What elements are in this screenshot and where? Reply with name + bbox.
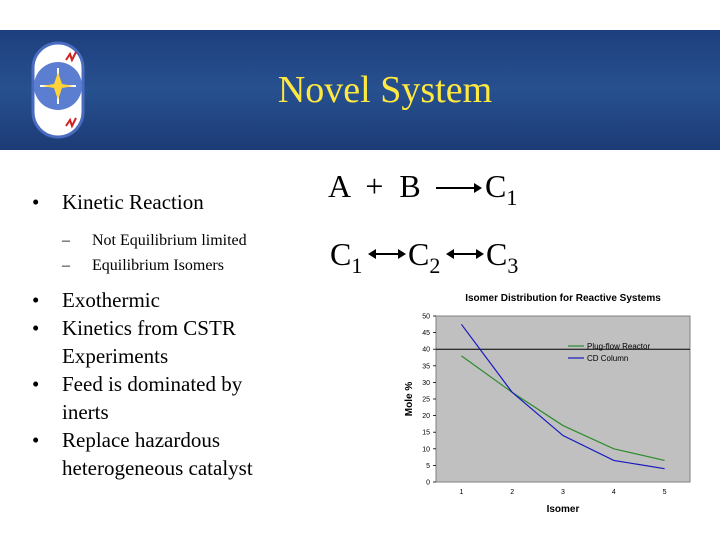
bullet-kinetic-reaction: • Kinetic Reaction xyxy=(32,188,302,216)
double-arrow-icon xyxy=(368,248,406,260)
equation-isomer-2 xyxy=(408,236,440,279)
double-arrow-icon xyxy=(446,248,484,260)
isomer-3-letter: C xyxy=(486,236,508,272)
bullet-exothermic: • Exothermic xyxy=(32,286,302,314)
y-tick-label: 25 xyxy=(422,396,430,404)
chart-title: Isomer Distribution for Reactive Systems xyxy=(465,293,661,304)
bullet-feed-inerts: • Feed is dominated by inerts xyxy=(32,370,282,426)
equation-reactants: A + B xyxy=(328,168,421,204)
y-tick-label: 30 xyxy=(422,379,430,387)
bullet-replace-catalyst: • Replace hazardous heterogeneous catalyst xyxy=(32,426,302,482)
legend-label: Plug-flow Reactor xyxy=(587,342,651,351)
y-tick-label: 20 xyxy=(422,413,430,421)
isomer-1-letter: C xyxy=(330,236,352,272)
equation-product xyxy=(485,168,517,211)
equation-isomer-1 xyxy=(330,236,362,279)
x-axis-label: Isomer xyxy=(546,504,580,515)
y-tick-label: 15 xyxy=(422,429,430,437)
y-tick-label: 50 xyxy=(422,313,430,321)
y-tick-label: 10 xyxy=(422,446,430,454)
y-tick-label: 40 xyxy=(422,346,430,354)
y-tick-label: 5 xyxy=(426,462,430,470)
x-tick-label: 3 xyxy=(561,489,565,496)
y-tick-label: 45 xyxy=(422,330,430,338)
arrow-right-icon xyxy=(436,182,482,194)
x-tick-label: 5 xyxy=(662,489,667,496)
product-letter: C xyxy=(485,168,507,204)
bullet-list xyxy=(32,188,302,482)
sub-bullet-equilibrium-isomers: – Equilibrium Isomers xyxy=(32,253,302,278)
x-tick-label: 2 xyxy=(510,489,515,496)
isomer-2-subscript: 2 xyxy=(429,253,441,278)
isomer-1-subscript: 1 xyxy=(351,253,363,278)
slide-title: Novel System xyxy=(277,69,493,111)
sub-bullet-not-equilibrium: – Not Equilibrium limited xyxy=(32,228,302,253)
equation-isomer-3 xyxy=(486,236,518,279)
bullet-kinetics-cstr: • Kinetics from CSTR Experiments xyxy=(32,314,272,370)
y-tick-label: 0 xyxy=(426,479,430,487)
product-subscript: 1 xyxy=(506,185,518,210)
x-tick-label: 1 xyxy=(459,489,464,496)
y-axis-label: Mole % xyxy=(404,381,415,417)
y-tick-label: 35 xyxy=(422,363,430,371)
isomer-3-subscript: 3 xyxy=(507,253,519,278)
x-tick-label: 4 xyxy=(611,489,616,496)
isomer-2-letter: C xyxy=(408,236,430,272)
legend-label: CD Column xyxy=(587,354,629,363)
isomer-distribution-chart xyxy=(400,288,700,520)
